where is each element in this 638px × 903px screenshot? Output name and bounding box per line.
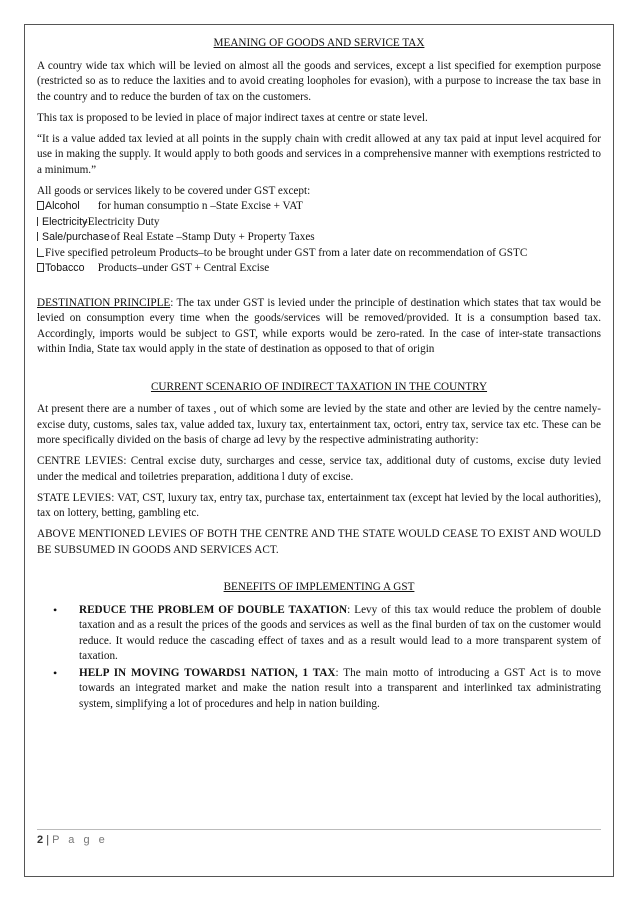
page-number: 2 bbox=[37, 834, 44, 846]
destination-paragraph: DESTINATION PRINCIPLE: The tax under GST is levied under the principle of destination which states that tax would be levied on consumption every time when the goods/services will be removed/provided. It is a consumption based tax. Accordingly, imports would be subject to GST, while exports would be zero-rated. In the case of inter-state transactions within India, State tax would apply in the state of destination as opposed to that of origin bbox=[37, 296, 601, 355]
exception-item: Electricity-Electricity Duty bbox=[37, 215, 601, 231]
state-levies-paragraph: STATE LEVIES: VAT, CST, luxury tax, entry tax, purchase tax, entertainment tax (except hat levied by the local authorities), tax on lottery, betting, gambling etc. bbox=[37, 491, 601, 519]
checkbox-icon bbox=[37, 248, 44, 257]
meaning-paragraph-3: “It is a value added tax levied at all points in the supply chain with credit allowed at any tax paid at input level acquired for use in making the supply. It would apply to both goods and services in a comprehensive manner with exemptions restricted to a minimum.” bbox=[37, 132, 601, 176]
exception-item: Sale/purchase of Real Estate –Stamp Duty + Property Taxes bbox=[37, 230, 601, 246]
heading-meaning: MEANING OF GOODS AND SERVICE TAX bbox=[213, 37, 425, 49]
checkbox-icon bbox=[37, 232, 41, 241]
heading-benefits: BENEFITS OF IMPLEMENTING A GST bbox=[223, 581, 415, 593]
meaning-paragraph-4: All goods or services likely to be covered under GST except: bbox=[37, 184, 311, 197]
document-body bbox=[37, 36, 601, 713]
destination-label: DESTINATION PRINCIPLE bbox=[37, 296, 171, 309]
exception-item: Tobacco Products–under GST + Central Excise bbox=[37, 261, 601, 277]
footer-separator: | bbox=[46, 834, 50, 846]
list-item: • REDUCE THE PROBLEM OF DOUBLE TAXATION: Levy of this tax would reduce the problem of double taxation and as a result the prices of the goods and services as well as the final burden of tax on the customer would reduce. It would reduce the cascading effect of taxes and as a result would lead to a more transparent system of taxation. bbox=[53, 602, 601, 662]
list-item: • HELP IN MOVING TOWARDS1 NATION, 1 TAX: The main motto of introducing a GST Act is to move towards an integrated market and make the nation result into a transparent and interlinked tax administrating system, simplifying a lot of procedures and help in nation building. bbox=[53, 665, 601, 710]
benefits-list bbox=[37, 603, 601, 713]
bullet-icon: • bbox=[53, 665, 58, 680]
exception-item: Alcohol for human consumptio n –State Excise + VAT bbox=[37, 199, 601, 215]
checkbox-icon bbox=[37, 217, 41, 226]
exceptions-list bbox=[37, 199, 601, 277]
centre-levies-paragraph: CENTRE LEVIES: Central excise duty, surcharges and cesse, service tax, additional duty of customs, excise duty levied under the medical and toiletries preparation, additiona l duty of excise. bbox=[37, 455, 601, 483]
heading-scenario: CURRENT SCENARIO OF INDIRECT TAXATION IN THE COUNTRY bbox=[150, 380, 488, 393]
page-footer bbox=[37, 829, 601, 846]
meaning-paragraph-1: A country wide tax which will be levied on almost all the goods and services, except a list specified for exemption purpose (restricted so as to reduce the laxities and to avoid creating loopholes for evasion), with a purpose to increase the tax base in the country and to reduce the burden of tax on the customers. bbox=[37, 59, 601, 103]
exception-item: Five specified petroleum Products–to be brought under GST from a later date on recommendation of GSTC bbox=[37, 246, 601, 262]
checkbox-icon bbox=[37, 263, 44, 272]
meaning-paragraph-2: This tax is proposed to be levied in place of major indirect taxes at centre or state level. bbox=[37, 111, 428, 124]
scenario-paragraph-1: At present there are a number of taxes , out of which some are levied by the state and other are levied by the centre namely- excise duty, customs, sales tax, value added tax, luxury tax, entertainment tax, octori, entry tax, service tax etc. These can be more specifically divided on the basis of charge ad levy by the respective administrating authority: bbox=[37, 403, 601, 446]
page-label: P a g e bbox=[52, 834, 108, 846]
levies-cease-paragraph: ABOVE MENTIONED LEVIES OF BOTH THE CENTRE AND THE STATE WOULD CEASE TO EXIST AND WOULD BE SUBSUMED IN GOODS AND SERVICES ACT. bbox=[37, 528, 601, 556]
bullet-icon: • bbox=[53, 602, 58, 617]
checkbox-icon bbox=[37, 201, 44, 210]
